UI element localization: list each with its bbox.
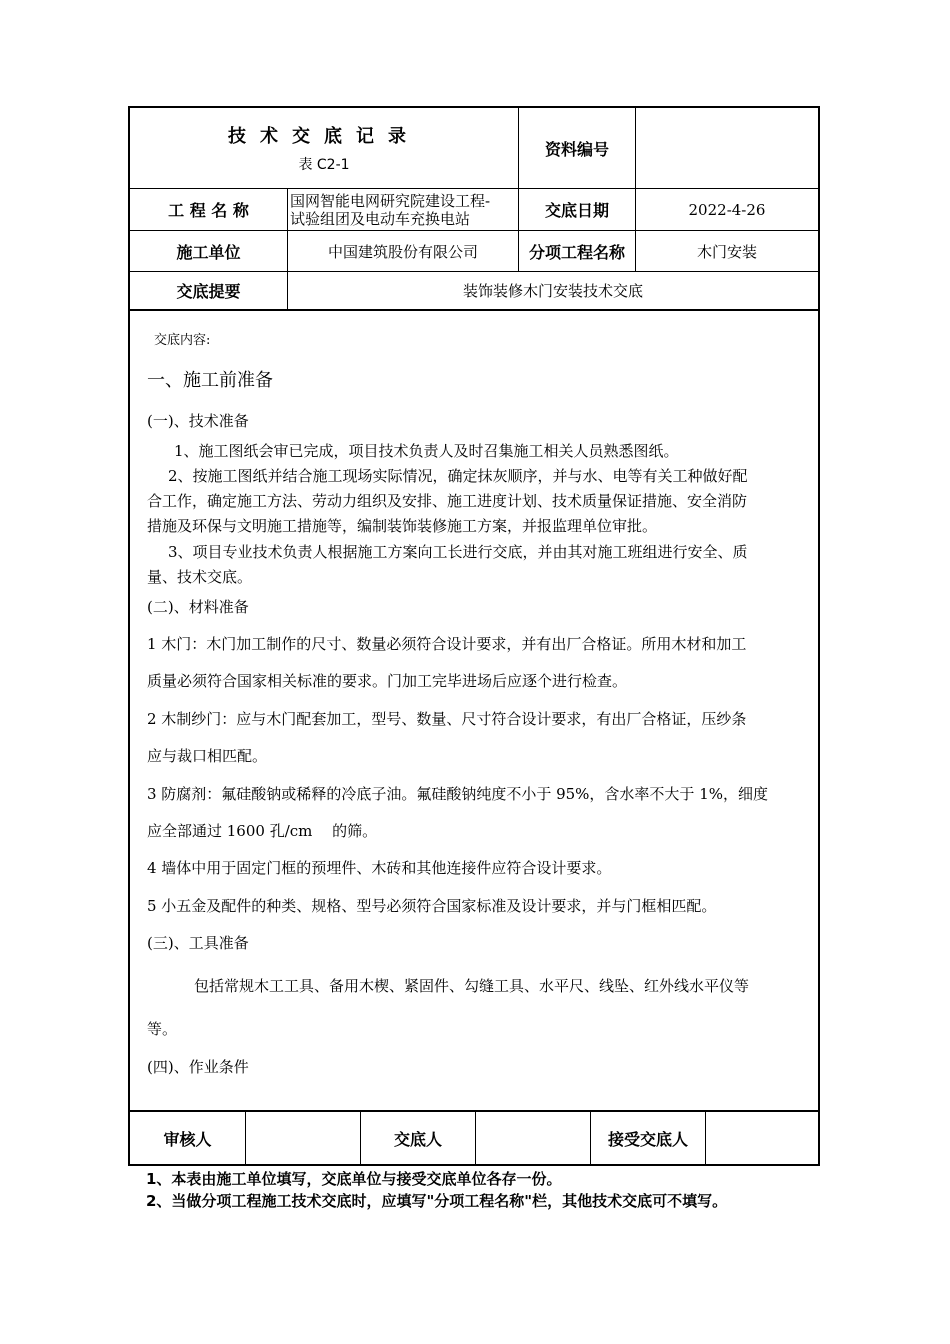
tools-line1: 包括常规木工工具、备用木楔、紧固件、勾缝工具、水平尺、线坠、红外线水平仪等 (194, 977, 750, 995)
title-row (130, 108, 818, 189)
footnote-2: 2、当做分项工程施工技术交底时，应填写"分项工程名称"栏，其他技术交底可不填写。 (146, 1192, 728, 1210)
subsection-materials: (二)、材料准备 (147, 598, 249, 616)
date-label: 交底日期 (544, 201, 609, 220)
material-2-line1: 2 木制纱门：应与木门配套加工，型号、数量、尺寸符合设计要求，有出厂合格证，压纱条 (147, 710, 747, 728)
header-table (128, 106, 820, 311)
contractor-label: 施工单位 (176, 242, 241, 262)
reviewer-label: 审核人 (130, 1112, 246, 1164)
discloser-signature-field[interactable] (476, 1112, 591, 1164)
doc-no-label-cell (519, 108, 636, 188)
footnote-1: 1、本表由施工单位填写，交底单位与接受交底单位各存一份。 (146, 1170, 562, 1188)
summary-label-cell (130, 272, 288, 309)
content-area (128, 308, 820, 1111)
date-value-cell (636, 189, 818, 230)
footnotes (146, 1168, 727, 1212)
subsection-work-conditions: (四)、作业条件 (147, 1058, 249, 1076)
project-label-cell (130, 189, 288, 230)
tech-item-3-line1: 3、项目专业技术负责人根据施工方案向工长进行交底，并由其对施工班组进行安全、质 (168, 543, 748, 561)
project-value-cell (288, 189, 519, 230)
contractor-row (130, 231, 818, 272)
material-3-line2: 应全部通过 1600 孔/cm 的筛。 (147, 822, 378, 840)
tech-item-1: 1、施工图纸会审已完成，项目技术负责人及时召集施工相关人员熟悉图纸。 (174, 442, 679, 460)
receiver-label: 接受交底人 (591, 1112, 706, 1164)
tech-item-2-line1: 2、按施工图纸并结合施工现场实际情况，确定抹灰顺序，并与水、电等有关工种做好配 (168, 467, 748, 485)
section-heading-1: 一、施工前准备 (147, 370, 273, 391)
receiver-signature-field[interactable] (706, 1112, 818, 1164)
project-name-label: 工 程 名 称 (168, 201, 249, 220)
form-number: 表 C2-1 (298, 157, 350, 173)
signature-table (128, 1110, 820, 1166)
material-1-line1: 1 木门：木门加工制作的尺寸、数量必须符合设计要求，并有出厂合格证。所用木材和加工 (147, 635, 747, 653)
tech-item-2-line2: 合工作，确定施工方法、劳动力组织及安排、施工进度计划、技术质量保证措施、安全消防 (147, 492, 748, 510)
tech-item-3-line2: 量、技术交底。 (147, 568, 253, 586)
reviewer-signature-field[interactable] (246, 1112, 361, 1164)
summary-value-cell (288, 272, 818, 309)
discloser-label: 交底人 (361, 1112, 476, 1164)
material-5: 5 小五金及配件的种类、规格、型号必须符合国家标准及设计要求，并与门框相匹配。 (147, 897, 717, 915)
date-label-cell (519, 189, 636, 230)
summary-row (130, 272, 818, 309)
subproject-value: 木门安装 (696, 242, 757, 261)
material-3-line1: 3 防腐剂：氟硅酸钠或稀释的冷底子油。氟硅酸钠纯度不小于 95%，含水率不大于 1%，细度 (147, 785, 768, 803)
summary-value: 装饰装修木门安装技术交底 (462, 282, 643, 300)
tech-item-2-line3: 措施及环保与文明施工措施等，编制装饰装修施工方案，并报监理单位审批。 (147, 517, 658, 535)
subsection-tools: (三)、工具准备 (147, 934, 249, 952)
subsection-technical: (一)、技术准备 (147, 412, 249, 430)
content-intro: 交底内容: (154, 333, 211, 348)
doc-no-value-cell[interactable] (636, 108, 818, 188)
contractor-value-cell (288, 231, 519, 271)
subproject-label: 分项工程名称 (528, 242, 625, 262)
title-cell (130, 108, 519, 188)
material-2-line2: 应与裁口相匹配。 (147, 747, 268, 765)
project-name-line2: 试验组团及电动车充换电站 (290, 209, 471, 228)
material-4: 4 墙体中用于固定门框的预埋件、木砖和其他连接件应符合设计要求。 (147, 859, 612, 877)
project-name-line1: 国网智能电网研究院建设工程- (290, 191, 491, 210)
subproject-label-cell (519, 231, 636, 271)
summary-label: 交底提要 (176, 282, 241, 301)
contractor-value: 中国建筑股份有限公司 (327, 242, 478, 261)
contractor-label-cell (130, 231, 288, 271)
doc-no-label: 资料编号 (544, 139, 609, 159)
date-value: 2022-4-26 (688, 200, 766, 219)
subproject-value-cell (636, 231, 818, 271)
tools-line2: 等。 (147, 1020, 178, 1038)
project-row (130, 189, 818, 231)
document-title: 技术交底记录 (228, 126, 420, 147)
material-1-line2: 质量必须符合国家相关标准的要求。门加工完毕进场后应逐个进行检查。 (147, 672, 628, 690)
